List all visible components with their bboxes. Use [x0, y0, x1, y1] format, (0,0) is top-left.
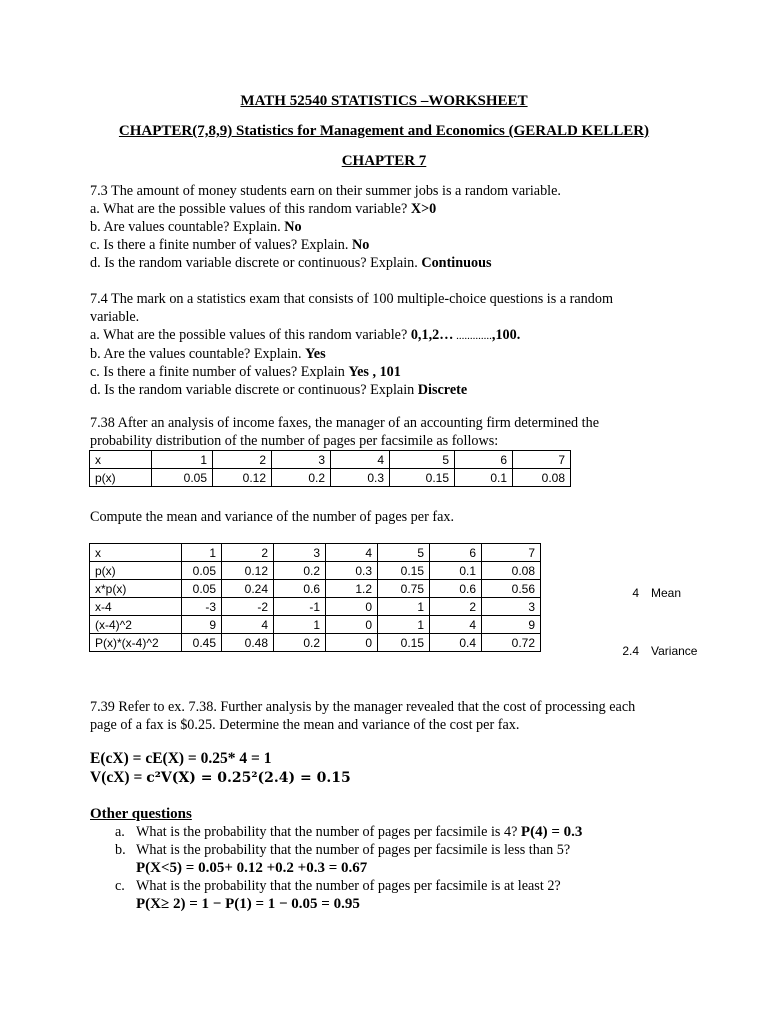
variance-label: Variance	[651, 644, 698, 658]
mean-variance-table-cell: -2	[222, 598, 274, 616]
distribution-table-cell: 0.08	[513, 469, 571, 487]
q74-b-question: b. Are the values countable? Explain.	[90, 346, 306, 362]
distribution-table-row	[90, 469, 571, 487]
distribution-table-row-label: p(x)	[90, 469, 152, 487]
q73-intro: 7.3 The amount of money students earn on their summer jobs is a random variable.	[90, 183, 561, 199]
q74-a	[90, 326, 613, 345]
q74-intro-line1: 7.4 The mark on a statistics exam that consists of 100 multiple-choice questions is a random	[90, 291, 613, 307]
mean-variance-table-row	[90, 580, 541, 598]
other-questions-heading: Other questions	[90, 806, 192, 822]
distribution-table-cell: 4	[331, 451, 390, 469]
mean-variance-table-cell: 3	[482, 598, 541, 616]
mean-variance-table-cell: 0.6	[274, 580, 326, 598]
distribution-table-cell: 0.2	[272, 469, 331, 487]
mean-variance-table-row-label: x	[90, 544, 182, 562]
other-c-answer: P(X≥ 2) = 1 − P(1) = 1 − 0.05 = 0.95	[136, 896, 360, 912]
distribution-table-row	[90, 451, 571, 469]
mean-variance-table-row	[90, 544, 541, 562]
distribution-table-cell: 0.3	[331, 469, 390, 487]
mean-variance-table-cell: 1	[274, 616, 326, 634]
q73-d	[90, 254, 561, 272]
q74-a-dots: .............	[453, 330, 492, 342]
mean-variance-table	[89, 543, 541, 652]
mean-variance-table-cell: 0.08	[482, 562, 541, 580]
mean-variance-table-cell: 0.24	[222, 580, 274, 598]
q74-a-question: a. What are the possible values of this random variable?	[90, 327, 411, 343]
mean-variance-table-row	[90, 562, 541, 580]
distribution-table-cell: 5	[390, 451, 455, 469]
q74-d	[90, 381, 613, 399]
mean-variance-table-cell: 0.3	[326, 562, 378, 580]
q73-c-question: c. Is there a finite number of values? Explain.	[90, 237, 352, 253]
mean-variance-table-cell: 1	[182, 544, 222, 562]
mean-variance-table-row-label: x-4	[90, 598, 182, 616]
other-a-answer: P(4) = 0.3	[520, 824, 583, 840]
q74-c-question: c. Is there a finite number of values? Explain	[90, 364, 349, 380]
q73-a-question: a. What are the possible values of this random variable?	[90, 201, 411, 217]
mean-variance-table-cell: 2	[430, 598, 482, 616]
mean-variance-table-cell: 9	[482, 616, 541, 634]
q739-text	[90, 698, 635, 734]
mean-variance-table-row	[90, 598, 541, 616]
variance-value: 2.4	[622, 644, 639, 658]
mean-variance-table-cell: 0.48	[222, 634, 274, 652]
q74-block	[90, 290, 613, 399]
distribution-table-row-label: x	[90, 451, 152, 469]
q73-block	[90, 182, 561, 272]
q73-a	[90, 200, 561, 218]
mean-variance-table-cell: 1	[378, 598, 430, 616]
q74-intro-line2: variable.	[90, 309, 140, 325]
q73-a-answer: X>0	[410, 201, 437, 217]
mean-variance-table-cell: 0.72	[482, 634, 541, 652]
mean-variance-table-cell: 5	[378, 544, 430, 562]
mean-variance-table-cell: 0.45	[182, 634, 222, 652]
mean-variance-table-row-label: p(x)	[90, 562, 182, 580]
mean-variance-table-cell: 0.15	[378, 634, 430, 652]
q74-c-answer: Yes , 101	[348, 364, 401, 380]
mean-variance-table-cell: 4	[430, 616, 482, 634]
q73-c	[90, 236, 561, 254]
variance-cost-equation	[90, 769, 351, 787]
mean-variance-table-cell: 2	[222, 544, 274, 562]
mean-variance-table-row	[90, 616, 541, 634]
other-b-marker: b.	[115, 842, 126, 858]
mean-variance-table-row-label: P(x)*(x-4)^2	[90, 634, 182, 652]
mean-variance-table-cell: 0	[326, 634, 378, 652]
other-c-question: What is the probability that the number of pages per facsimile is at least 2?	[136, 878, 561, 894]
distribution-table-cell: 7	[513, 451, 571, 469]
q74-d-answer: Discrete	[417, 382, 468, 398]
other-b-answer: P(X<5) = 0.05+ 0.12 +0.2 +0.3 = 0.67	[136, 860, 368, 876]
q739-text-line1: 7.39 Refer to ex. 7.38. Further analysis by the manager revealed that the cost of processing each	[90, 699, 636, 715]
q74-c	[90, 363, 613, 381]
other-a	[136, 823, 582, 841]
distribution-table-cell: 0.1	[455, 469, 513, 487]
other-b-question: What is the probability that the number of pages per facsimile is less than 5?	[136, 842, 571, 858]
mean-variance-table-cell: 1	[378, 616, 430, 634]
mean-variance-table-cell: 0.05	[182, 580, 222, 598]
mean-variance-table-cell: 1.2	[326, 580, 378, 598]
mean-variance-table-cell: 0.6	[430, 580, 482, 598]
q73-c-answer: No	[351, 237, 370, 253]
mean-variance-table-cell: 4	[326, 544, 378, 562]
mean-variance-table-cell: 0.1	[430, 562, 482, 580]
q74-d-question: d. Is the random variable discrete or continuous? Explain	[90, 382, 418, 398]
mean-variance-table-cell: -1	[274, 598, 326, 616]
book-subtitle: CHAPTER(7,8,9) Statistics for Management and Economics (GERALD KELLER)	[118, 123, 650, 139]
q74-b-answer: Yes	[305, 346, 326, 362]
probability-distribution-table	[89, 450, 571, 487]
distribution-table-cell: 1	[152, 451, 213, 469]
q738-intro-line1: 7.38 After an analysis of income faxes, the manager of an accounting firm determined the	[90, 415, 599, 431]
mean-label: Mean	[651, 586, 682, 600]
mean-variance-table-cell: 0.4	[430, 634, 482, 652]
mean-variance-table-cell: -3	[182, 598, 222, 616]
expected-cost-equation: E(cX) = cE(X) = 0.25* 4 = 1	[90, 750, 272, 767]
distribution-table-cell: 0.12	[213, 469, 272, 487]
mean-variance-table-cell: 0.75	[378, 580, 430, 598]
mean-variance-table-cell: 0.2	[274, 562, 326, 580]
q73-d-question: d. Is the random variable discrete or continuous? Explain.	[90, 255, 422, 271]
other-a-question: What is the probability that the number of pages per facsimile is 4?	[136, 824, 521, 840]
mean-variance-table-row-label: x*p(x)	[90, 580, 182, 598]
mean-variance-table-cell: 0.56	[482, 580, 541, 598]
q73-b-question: b. Are values countable? Explain.	[90, 219, 285, 235]
q738-intro	[90, 414, 599, 450]
q74-b	[90, 345, 613, 363]
mean-variance-table-row-label: (x-4)^2	[90, 616, 182, 634]
mean-value: 4	[632, 586, 639, 600]
distribution-table-cell: 2	[213, 451, 272, 469]
q738-intro-line2: probability distribution of the number of pages per facsimile as follows:	[90, 433, 499, 449]
chapter-heading: CHAPTER 7	[341, 153, 427, 169]
mean-variance-table-cell: 0.12	[222, 562, 274, 580]
q73-b	[90, 218, 561, 236]
mean-variance-table-cell: 0	[326, 598, 378, 616]
q73-d-answer: Continuous	[421, 255, 492, 271]
mean-variance-table-row	[90, 634, 541, 652]
mean-variance-table-cell: 7	[482, 544, 541, 562]
mean-variance-table-cell: 4	[222, 616, 274, 634]
mean-variance-table-cell: 0	[326, 616, 378, 634]
mean-variance-table-cell: 6	[430, 544, 482, 562]
distribution-table-cell: 0.15	[390, 469, 455, 487]
q73-b-answer: No	[284, 219, 302, 235]
other-a-marker: a.	[115, 824, 125, 840]
variance-cost-lhs: V(cX) =	[90, 769, 147, 786]
mean-variance-table-cell: 9	[182, 616, 222, 634]
mean-variance-table-cell: 0.15	[378, 562, 430, 580]
q738-prompt: Compute the mean and variance of the number of pages per fax.	[90, 509, 455, 525]
q74-a-answer-end: ,100.	[491, 327, 521, 343]
mean-variance-table-cell: 3	[274, 544, 326, 562]
q739-text-line2: page of a fax is $0.25. Determine the mean and variance of the cost per fax.	[90, 717, 520, 733]
worksheet-title: MATH 52540 STATISTICS –WORKSHEET	[240, 93, 528, 109]
distribution-table-cell: 0.05	[152, 469, 213, 487]
distribution-table-cell: 3	[272, 451, 331, 469]
distribution-table-cell: 6	[455, 451, 513, 469]
q74-a-answer-start: 0,1,2…	[410, 327, 454, 343]
mean-variance-table-cell: 0.05	[182, 562, 222, 580]
other-c-marker: c.	[115, 878, 125, 894]
mean-variance-table-cell: 0.2	[274, 634, 326, 652]
variance-cost-rhs: c²V(X) = 0.25²(2.4) = 0.15	[146, 770, 351, 786]
